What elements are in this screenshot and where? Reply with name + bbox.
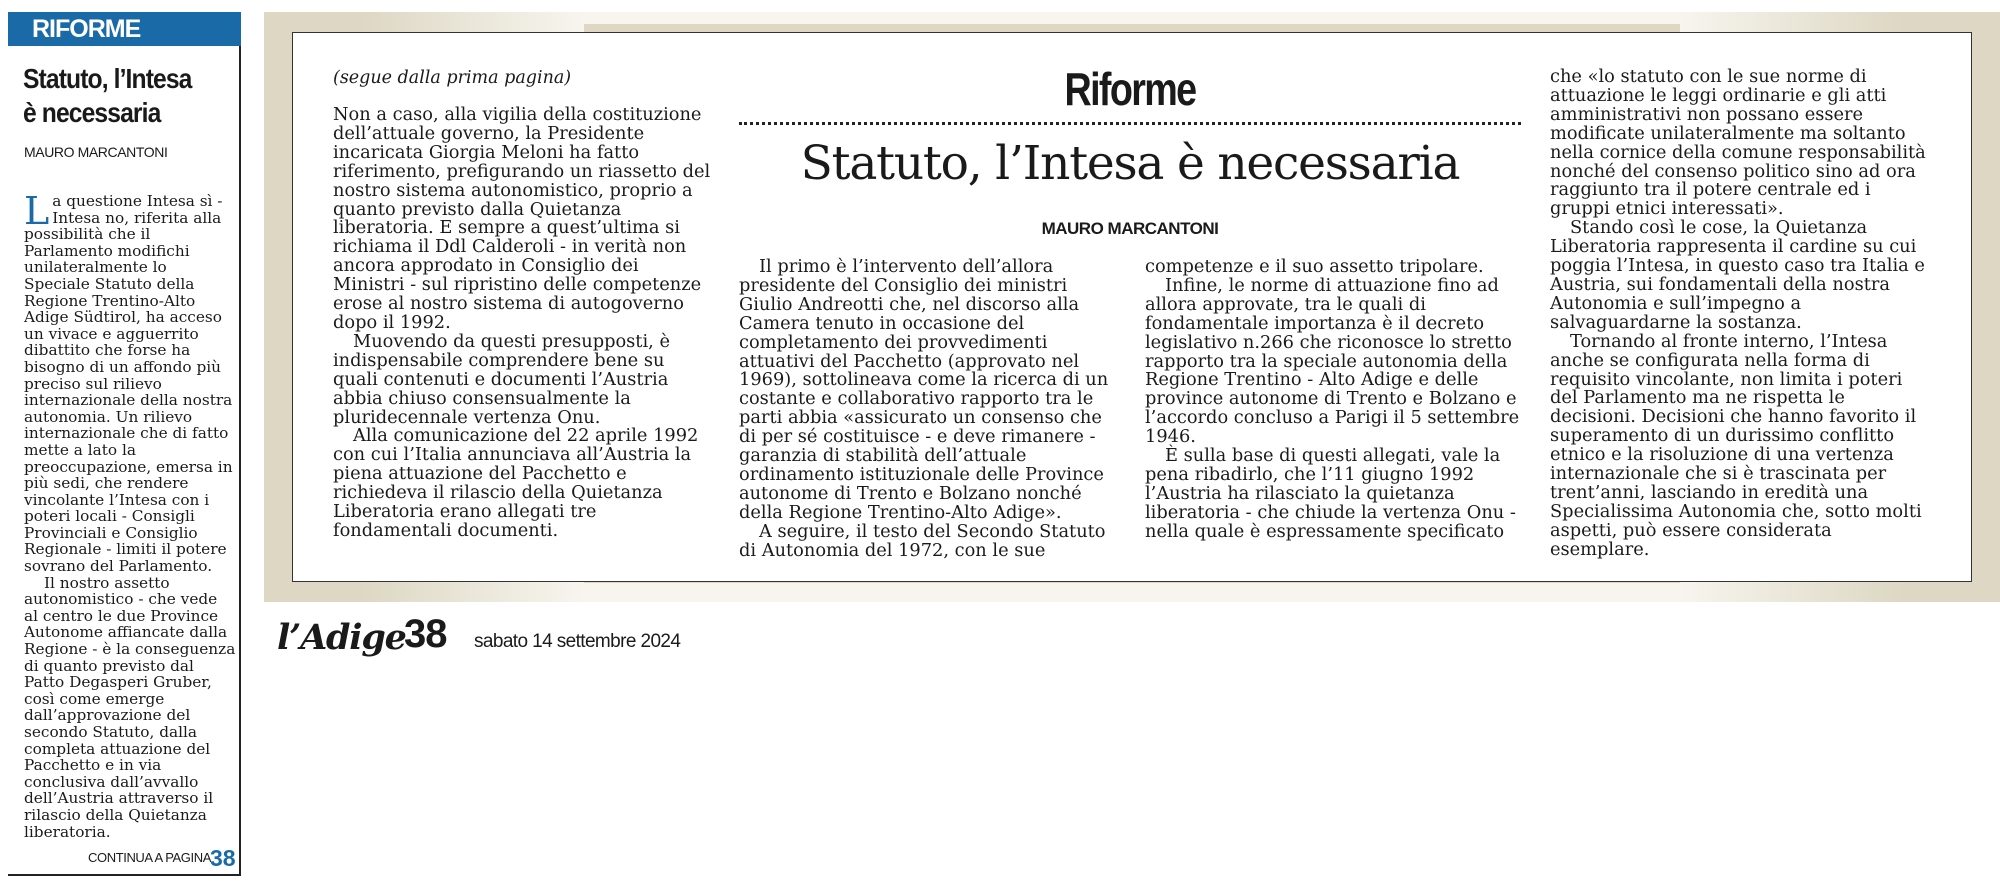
article-column-1 [333, 106, 713, 541]
article-headline: Statuto, l’Intesa è necessaria [800, 136, 1460, 191]
article-paragraph: Non a caso, alla vigilia della costituzione dell’attuale governo, la Presidente incaricata Giorgia Meloni ha fatto riferimento, prefigurando un riassetto del nostro sistema autonomistico, proprio a quanto previsto dalla Quietanza liberatoria. E sempre a quest’ultima si richiama il Ddl Calderoli - in verità non ancora approdato in Consiglio dei Ministri - sul ripristino delle competenze erose al nostro sistema di autogoverno dopo il 1992. [333, 104, 711, 333]
article-paragraph: Alla comunicazione del 22 aprile 1992 con cui l’Italia annunciava all’Austria la piena attuazione del Pacchetto e richiedeva il rilascio della Quietanza Liberatoria erano allegati tre fondamentali documenti. [333, 425, 699, 541]
article-byline: MAURO MARCANTONI [1041, 219, 1219, 238]
article-paragraph: Muovendo da questi presupposti, è indispensabile comprendere bene su quali contenuti e documenti l’Austria abbia chiuso consensualmente la pluridecennale vertenza Onu. [333, 330, 670, 428]
page-number: 38 [404, 612, 447, 656]
teaser-title: Statuto, l’Intesa è necessaria [23, 63, 192, 128]
teaser-paragraph: La questione Intesa sì - Intesa no, riferita alla possibilità che il Parlamento modifichi unilateralmente lo Speciale Statuto della Regione Trentino-Alto Adige Südtirol, ha acceso un vivace e agguerrito dibattito che forse ha bisogno di un affondo più preciso sul rilievo internazionale della nostra autonomia. Un rilievo internazionale che di fatto mette a lato la preoccupazione, emersa in più sedi, che rendere vincolante l’Intesa con i poteri locali - Consigli Provinciali e Consiglio Regionale - limiti il potere sovrano del Parlamento. [24, 189, 233, 576]
article-paragraph: che «lo statuto con le sue norme di attuazione le leggi ordinarie e gli atti amministrativi non possano essere modificate unilateralmente ma soltanto nella cornice della comune responsabilità nonché del consenso politico sino ad ora raggiunto tra il potere centrale ed i gruppi etnici interessati». [1550, 66, 1926, 220]
article-paragraph: Infine, le norme di attuazione fino ad allora approvate, tra le quali di fondamentale importanza è il decreto legislativo n.266 che riconosce lo stretto rapporto tra la speciale autonomia della Regione Trentino - Alto Adige e delle province autonome di Trento e Bolzano e l’accordo concluso a Parigi il 5 settembre 1946. [1145, 274, 1520, 448]
teaser-author: MAURO MARCANTONI [24, 144, 168, 160]
continued-note: (segue dalla prima pagina) [333, 68, 572, 88]
teaser-paragraph: Il nostro assetto autonomistico - che vede al centro le due Province Autonome affiancate dalla Regione - è la conseguenza di quanto previsto dal Patto Degasperi Gruber, così come emerge dall’approvazione del secondo Statuto, dalla completa attuazione del Pacchetto e in via conclusiva dall’avvallo dell’Austria attraverso il rilascio della Quietanza liberatoria. [24, 573, 236, 841]
frame-shade-top [580, 12, 1680, 24]
article-paragraph: A seguire, il testo del Secondo Statuto di Autonomia del 1972, con le sue [739, 520, 1106, 561]
article-paragraph: È sulla base di questi allegati, vale la pena ribadirlo, che l’11 giugno 1992 l’Austria ha rilasciato la quietanza liberatoria - che chiude la vertenza Onu - nella quale è espressamente specificato [1145, 445, 1516, 542]
article-paragraph: competenze e il suo assetto tripolare. [1145, 256, 1484, 277]
issue-date: sabato 14 settembre 2024 [474, 631, 681, 652]
article-column-2 [739, 258, 1119, 561]
article-paragraph: Stando così le cose, la Quietanza Liberatoria rappresenta il cardine su cui poggia l’Intesa, in questo caso tra Italia e Austria, sui fondamentali della nostra Autonomia e sull’impegno a salvaguardarne la sostanza. [1550, 217, 1925, 333]
section-kicker: Riforme [1064, 63, 1196, 115]
article-column-3 [1145, 258, 1525, 542]
frame-shade-bottom [580, 583, 1680, 602]
drop-cap: L [24, 189, 50, 233]
article-paragraph: Il primo è l’intervento dell’allora presidente del Consiglio dei ministri Giulio Andreotti che, nel discorso alla Camera tenuto in occasione del completamento dei provvedimenti attuativi del Pacchetto (approvato nel 1969), sottolineava come la ricerca di un costante e collaborativo rapporto tra le parti abbia «assicurato un consenso che di per sé costituisce - e deve rimanere - garanzia di stabilità dell’attuale ordinamento istituzionale delle Province autonome di Trento e Bolzano nonché della Regione Trentino-Alto Adige». [739, 256, 1109, 523]
continue-page-link[interactable]: 38 [210, 845, 236, 871]
continue-label: CONTINUA A PAGINA [88, 850, 211, 865]
dotted-divider [739, 122, 1521, 125]
section-tag: RIFORME [8, 12, 241, 46]
article-column-4 [1550, 68, 1930, 560]
article-paragraph: Tornando al fronte interno, l’Intesa anche se configurata nella forma di requisito vincolante, non limita i poteri del Parlamento ma ne rispetta le decisioni. Decisioni che hanno favorito il superamento di un durissimo conflitto etnico e la risoluzione di una vertenza internazionale che si è trascinata per trent’anni, lasciando in eredità una Specialissima Autonomia che, sotto molti aspetti, può essere considerata esemplare. [1550, 330, 1922, 560]
newspaper-name: l’Adige [277, 617, 406, 658]
teaser-body [24, 189, 236, 841]
